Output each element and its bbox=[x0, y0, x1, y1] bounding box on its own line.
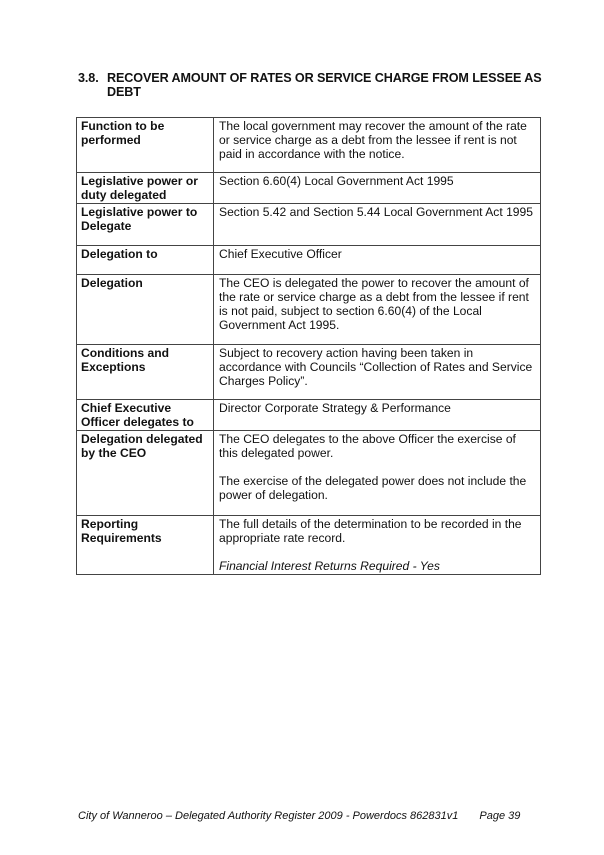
row-value-text: The full details of the determination to be recorded in the appropriate rate record. bbox=[219, 517, 522, 545]
row-label: Legislative power or duty delegated bbox=[77, 173, 214, 204]
section-number: 3.8. bbox=[78, 71, 99, 85]
footer-text: City of Wanneroo – Delegated Authority Register 2009 - Powerdocs 862831v1 bbox=[78, 810, 459, 822]
section-heading bbox=[78, 71, 548, 99]
row-label: Chief Executive Officer delegates to bbox=[77, 400, 214, 431]
table-row bbox=[77, 516, 541, 575]
row-value bbox=[214, 516, 541, 575]
row-value bbox=[214, 204, 541, 246]
row-value bbox=[214, 431, 541, 516]
row-value-text: Section 5.42 and Section 5.44 Local Government Act 1995 bbox=[219, 205, 533, 219]
table-row bbox=[77, 345, 541, 400]
table-row bbox=[77, 431, 541, 516]
row-label: Reporting Requirements bbox=[77, 516, 214, 575]
table-row bbox=[77, 118, 541, 173]
row-label: Delegation bbox=[77, 275, 214, 345]
row-value-text: Subject to recovery action having been taken in accordance with Councils “Collection of Rates and Service Charges Policy”. bbox=[219, 346, 533, 388]
delegation-table bbox=[76, 117, 541, 575]
row-label: Delegation to bbox=[77, 246, 214, 275]
row-value bbox=[214, 345, 541, 400]
table-row bbox=[77, 275, 541, 345]
row-value bbox=[214, 173, 541, 204]
page-footer bbox=[78, 810, 520, 822]
row-value-text: The local government may recover the amount of the rate or service charge as a debt from the lessee if rent is not paid in accordance with the notice. bbox=[219, 119, 527, 161]
row-value-text: The CEO is delegated the power to recover the amount of the rate or service charge as a debt from the lessee if rent is not paid, subject to section 6.60(4) of the Local Government Act 1995. bbox=[219, 276, 529, 332]
table-row bbox=[77, 246, 541, 275]
row-value-note: Financial Interest Returns Required - Yes bbox=[219, 559, 440, 573]
page-number: Page 39 bbox=[479, 810, 521, 822]
row-label: Function to be performed bbox=[77, 118, 214, 173]
table-row bbox=[77, 400, 541, 431]
row-value-text: The CEO delegates to the above Officer the exercise of this delegated power. bbox=[219, 432, 516, 460]
row-value-text: Director Corporate Strategy & Performance bbox=[219, 401, 451, 415]
row-value bbox=[214, 275, 541, 345]
row-value-text: The exercise of the delegated power does not include the power of delegation. bbox=[219, 474, 527, 502]
table-row bbox=[77, 204, 541, 246]
row-value bbox=[214, 246, 541, 275]
section-title: RECOVER AMOUNT OF RATES OR SERVICE CHARGE FROM LESSEE AS DEBT bbox=[107, 71, 542, 99]
row-value-text: Chief Executive Officer bbox=[219, 247, 342, 261]
row-value bbox=[214, 118, 541, 173]
row-value bbox=[214, 400, 541, 431]
row-value-text: Section 6.60(4) Local Government Act 1995 bbox=[219, 174, 454, 188]
row-label: Delegation delegated by the CEO bbox=[77, 431, 214, 516]
row-label: Conditions and Exceptions bbox=[77, 345, 214, 400]
table-row bbox=[77, 173, 541, 204]
row-label: Legislative power to Delegate bbox=[77, 204, 214, 246]
